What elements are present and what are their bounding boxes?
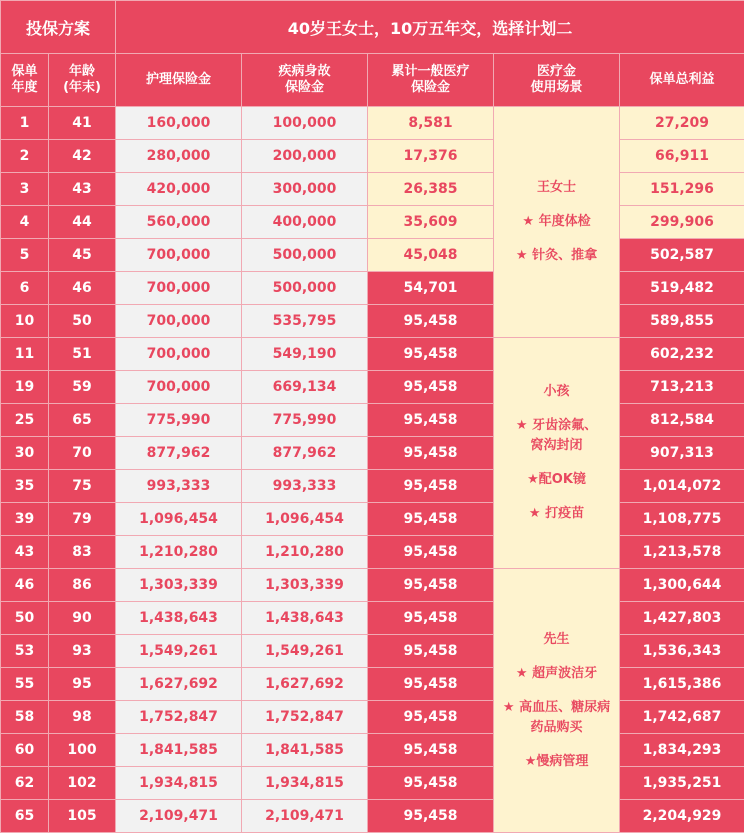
cell-total-benefit: 66,911 xyxy=(620,140,744,173)
cell-medical-cumulative: 95,458 xyxy=(368,701,494,734)
scene-cell xyxy=(494,107,620,338)
scene-item: ★ 打疫苗 xyxy=(498,504,615,524)
cell-policy-year: 3 xyxy=(1,173,49,206)
col-header-total-benefit: 保单总利益 xyxy=(620,54,744,107)
cell-care-benefit: 560,000 xyxy=(116,206,242,239)
cell-policy-year: 19 xyxy=(1,371,49,404)
table-row xyxy=(1,569,744,602)
cell-age: 86 xyxy=(49,569,116,602)
cell-policy-year: 4 xyxy=(1,206,49,239)
cell-care-benefit: 700,000 xyxy=(116,239,242,272)
cell-policy-year: 43 xyxy=(1,536,49,569)
table-row xyxy=(1,206,744,239)
cell-medical-cumulative: 95,458 xyxy=(368,371,494,404)
cell-total-benefit: 1,108,775 xyxy=(620,503,744,536)
cell-age: 65 xyxy=(49,404,116,437)
cell-total-benefit: 1,742,687 xyxy=(620,701,744,734)
cell-care-benefit: 280,000 xyxy=(116,140,242,173)
cell-age: 45 xyxy=(49,239,116,272)
table-row xyxy=(1,767,744,800)
cell-age: 75 xyxy=(49,470,116,503)
cell-age: 70 xyxy=(49,437,116,470)
table-row xyxy=(1,173,744,206)
plan-label: 投保方案 xyxy=(1,1,116,54)
cell-medical-cumulative: 95,458 xyxy=(368,305,494,338)
table-row xyxy=(1,371,744,404)
cell-total-benefit: 2,204,929 xyxy=(620,800,744,833)
cell-death-benefit: 1,303,339 xyxy=(242,569,368,602)
scene-title: 王女士 xyxy=(498,178,615,198)
cell-total-benefit: 299,906 xyxy=(620,206,744,239)
table-row xyxy=(1,668,744,701)
cell-policy-year: 25 xyxy=(1,404,49,437)
cell-medical-cumulative: 95,458 xyxy=(368,470,494,503)
table-row xyxy=(1,470,744,503)
cell-policy-year: 65 xyxy=(1,800,49,833)
cell-total-benefit: 27,209 xyxy=(620,107,744,140)
cell-total-benefit: 1,427,803 xyxy=(620,602,744,635)
cell-care-benefit: 775,990 xyxy=(116,404,242,437)
cell-care-benefit: 700,000 xyxy=(116,305,242,338)
table-row xyxy=(1,602,744,635)
cell-care-benefit: 700,000 xyxy=(116,272,242,305)
table-row xyxy=(1,536,744,569)
cell-total-benefit: 1,536,343 xyxy=(620,635,744,668)
cell-policy-year: 39 xyxy=(1,503,49,536)
col-header-death-benefit: 疾病身故 保险金 xyxy=(242,54,368,107)
cell-policy-year: 53 xyxy=(1,635,49,668)
cell-age: 83 xyxy=(49,536,116,569)
table-row xyxy=(1,734,744,767)
table-row xyxy=(1,503,744,536)
cell-age: 90 xyxy=(49,602,116,635)
cell-care-benefit: 160,000 xyxy=(116,107,242,140)
cell-death-benefit: 775,990 xyxy=(242,404,368,437)
scene-cell xyxy=(494,338,620,569)
cell-death-benefit: 1,210,280 xyxy=(242,536,368,569)
col-header-medical-cumulative: 累计一般医疗 保险金 xyxy=(368,54,494,107)
scene-item: ★ 高血压、糖尿病 药品购买 xyxy=(498,698,615,738)
scene-item: ★ 年度体检 xyxy=(498,212,615,232)
cell-medical-cumulative: 95,458 xyxy=(368,503,494,536)
cell-care-benefit: 1,549,261 xyxy=(116,635,242,668)
cell-age: 44 xyxy=(49,206,116,239)
cell-care-benefit: 1,210,280 xyxy=(116,536,242,569)
cell-policy-year: 1 xyxy=(1,107,49,140)
table-row xyxy=(1,305,744,338)
cell-policy-year: 2 xyxy=(1,140,49,173)
cell-death-benefit: 1,627,692 xyxy=(242,668,368,701)
cell-total-benefit: 502,587 xyxy=(620,239,744,272)
scene-title: 先生 xyxy=(498,630,615,650)
cell-medical-cumulative: 17,376 xyxy=(368,140,494,173)
cell-care-benefit: 700,000 xyxy=(116,338,242,371)
col-header-policy-year: 保单 年度 xyxy=(1,54,49,107)
scene-item: ★慢病管理 xyxy=(498,752,615,772)
cell-total-benefit: 1,834,293 xyxy=(620,734,744,767)
cell-death-benefit: 1,096,454 xyxy=(242,503,368,536)
cell-age: 59 xyxy=(49,371,116,404)
cell-medical-cumulative: 95,458 xyxy=(368,404,494,437)
cell-medical-cumulative: 54,701 xyxy=(368,272,494,305)
cell-medical-cumulative: 95,458 xyxy=(368,536,494,569)
cell-policy-year: 11 xyxy=(1,338,49,371)
cell-care-benefit: 1,627,692 xyxy=(116,668,242,701)
cell-age: 98 xyxy=(49,701,116,734)
cell-death-benefit: 2,109,471 xyxy=(242,800,368,833)
cell-policy-year: 50 xyxy=(1,602,49,635)
cell-policy-year: 35 xyxy=(1,470,49,503)
cell-total-benefit: 519,482 xyxy=(620,272,744,305)
cell-care-benefit: 1,841,585 xyxy=(116,734,242,767)
cell-care-benefit: 1,303,339 xyxy=(116,569,242,602)
cell-medical-cumulative: 45,048 xyxy=(368,239,494,272)
cell-care-benefit: 1,934,815 xyxy=(116,767,242,800)
cell-death-benefit: 500,000 xyxy=(242,239,368,272)
cell-care-benefit: 877,962 xyxy=(116,437,242,470)
cell-total-benefit: 1,014,072 xyxy=(620,470,744,503)
page-title: 40岁王女士，10万五年交，选择计划二 xyxy=(116,1,744,54)
cell-care-benefit: 420,000 xyxy=(116,173,242,206)
cell-death-benefit: 1,934,815 xyxy=(242,767,368,800)
cell-death-benefit: 877,962 xyxy=(242,437,368,470)
col-header-medical-scene: 医疗金 使用场景 xyxy=(494,54,620,107)
cell-death-benefit: 200,000 xyxy=(242,140,368,173)
cell-medical-cumulative: 26,385 xyxy=(368,173,494,206)
cell-policy-year: 6 xyxy=(1,272,49,305)
cell-medical-cumulative: 8,581 xyxy=(368,107,494,140)
scene-item: ★配OK镜 xyxy=(498,470,615,490)
cell-age: 102 xyxy=(49,767,116,800)
table-row xyxy=(1,701,744,734)
cell-total-benefit: 713,213 xyxy=(620,371,744,404)
cell-death-benefit: 1,549,261 xyxy=(242,635,368,668)
cell-total-benefit: 1,615,386 xyxy=(620,668,744,701)
cell-age: 95 xyxy=(49,668,116,701)
cell-care-benefit: 2,109,471 xyxy=(116,800,242,833)
cell-age: 43 xyxy=(49,173,116,206)
cell-total-benefit: 602,232 xyxy=(620,338,744,371)
scene-item: ★ 牙齿涂氟、 窝沟封闭 xyxy=(498,416,615,456)
cell-policy-year: 55 xyxy=(1,668,49,701)
table-row xyxy=(1,635,744,668)
cell-age: 79 xyxy=(49,503,116,536)
cell-total-benefit: 1,935,251 xyxy=(620,767,744,800)
cell-medical-cumulative: 95,458 xyxy=(368,800,494,833)
cell-medical-cumulative: 95,458 xyxy=(368,668,494,701)
column-header-row xyxy=(1,54,744,107)
scene-item: ★ 针灸、推拿 xyxy=(498,246,615,266)
cell-care-benefit: 1,438,643 xyxy=(116,602,242,635)
cell-policy-year: 58 xyxy=(1,701,49,734)
table-row xyxy=(1,338,744,371)
cell-age: 105 xyxy=(49,800,116,833)
cell-medical-cumulative: 95,458 xyxy=(368,338,494,371)
table-row xyxy=(1,272,744,305)
cell-total-benefit: 1,213,578 xyxy=(620,536,744,569)
title-row xyxy=(1,1,744,54)
cell-policy-year: 60 xyxy=(1,734,49,767)
cell-policy-year: 10 xyxy=(1,305,49,338)
cell-age: 51 xyxy=(49,338,116,371)
cell-age: 93 xyxy=(49,635,116,668)
table-row xyxy=(1,437,744,470)
cell-death-benefit: 1,438,643 xyxy=(242,602,368,635)
cell-policy-year: 46 xyxy=(1,569,49,602)
table-row xyxy=(1,107,744,140)
cell-medical-cumulative: 35,609 xyxy=(368,206,494,239)
cell-death-benefit: 400,000 xyxy=(242,206,368,239)
cell-death-benefit: 300,000 xyxy=(242,173,368,206)
cell-medical-cumulative: 95,458 xyxy=(368,602,494,635)
cell-age: 50 xyxy=(49,305,116,338)
cell-total-benefit: 589,855 xyxy=(620,305,744,338)
col-header-age: 年龄 (年末) xyxy=(49,54,116,107)
cell-medical-cumulative: 95,458 xyxy=(368,569,494,602)
cell-death-benefit: 669,134 xyxy=(242,371,368,404)
scene-title: 小孩 xyxy=(498,382,615,402)
cell-total-benefit: 812,584 xyxy=(620,404,744,437)
cell-policy-year: 5 xyxy=(1,239,49,272)
cell-death-benefit: 100,000 xyxy=(242,107,368,140)
cell-age: 42 xyxy=(49,140,116,173)
cell-care-benefit: 1,096,454 xyxy=(116,503,242,536)
cell-age: 100 xyxy=(49,734,116,767)
cell-medical-cumulative: 95,458 xyxy=(368,437,494,470)
cell-age: 41 xyxy=(49,107,116,140)
cell-care-benefit: 1,752,847 xyxy=(116,701,242,734)
table-row xyxy=(1,800,744,833)
cell-death-benefit: 993,333 xyxy=(242,470,368,503)
table-row xyxy=(1,140,744,173)
cell-policy-year: 30 xyxy=(1,437,49,470)
col-header-care-benefit: 护理保险金 xyxy=(116,54,242,107)
cell-total-benefit: 907,313 xyxy=(620,437,744,470)
cell-death-benefit: 500,000 xyxy=(242,272,368,305)
cell-total-benefit: 1,300,644 xyxy=(620,569,744,602)
cell-care-benefit: 700,000 xyxy=(116,371,242,404)
cell-death-benefit: 1,841,585 xyxy=(242,734,368,767)
cell-medical-cumulative: 95,458 xyxy=(368,734,494,767)
cell-death-benefit: 1,752,847 xyxy=(242,701,368,734)
cell-death-benefit: 535,795 xyxy=(242,305,368,338)
cell-care-benefit: 993,333 xyxy=(116,470,242,503)
table-row xyxy=(1,404,744,437)
scene-cell xyxy=(494,569,620,833)
cell-policy-year: 62 xyxy=(1,767,49,800)
table-row xyxy=(1,239,744,272)
scene-item: ★ 超声波洁牙 xyxy=(498,664,615,684)
cell-age: 46 xyxy=(49,272,116,305)
cell-death-benefit: 549,190 xyxy=(242,338,368,371)
cell-medical-cumulative: 95,458 xyxy=(368,635,494,668)
cell-medical-cumulative: 95,458 xyxy=(368,767,494,800)
cell-total-benefit: 151,296 xyxy=(620,173,744,206)
